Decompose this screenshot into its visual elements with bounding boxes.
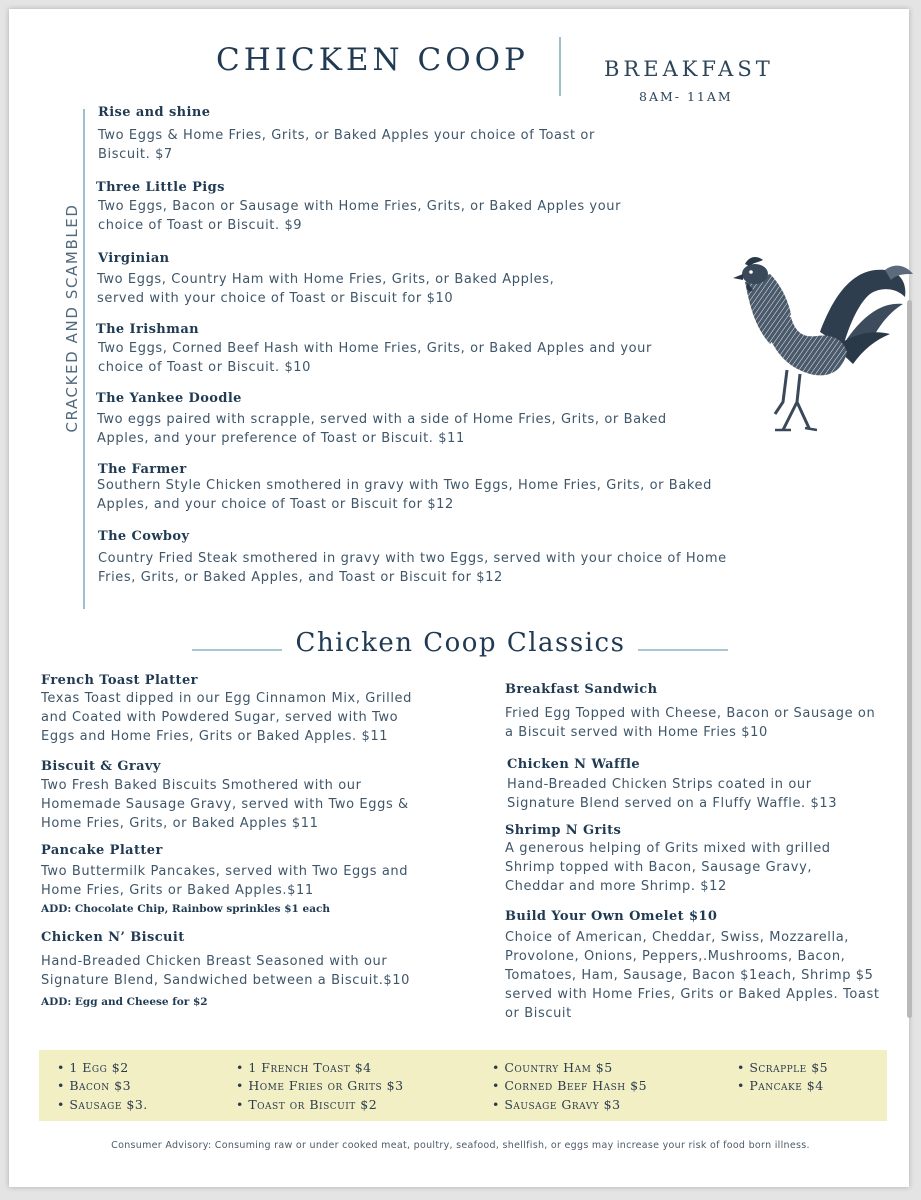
menu-item-desc: Two Eggs, Country Ham with Home Fries, Grits, or Baked Apples, served with your choice of Toast or Biscuit for $10 bbox=[97, 272, 555, 306]
menu-item-name: Virginian bbox=[98, 251, 170, 266]
menu-item-desc: Two Eggs, Bacon or Sausage with Home Fries, Grits, or Baked Apples your choice of Toast or Biscuit. $9 bbox=[98, 199, 622, 233]
add-on-note: ADD: Egg and Cheese for $2 bbox=[41, 996, 208, 1008]
side-item: • Bacon $3 bbox=[57, 1078, 132, 1093]
menu-item-name: Three Little Pigs bbox=[96, 180, 225, 195]
classic-item-desc: A generous helping of Grits mixed with grilled Shrimp topped with Bacon, Sausage Gravy, Cheddar and more Shrimp. $12 bbox=[505, 841, 831, 894]
classic-item-name: Chicken N’ Biscuit bbox=[41, 930, 185, 945]
side-item: • 1 Egg $2 bbox=[57, 1060, 129, 1075]
side-item: • Corned Beef Hash $5 bbox=[492, 1078, 648, 1093]
classic-item-desc: Two Fresh Baked Biscuits Smothered with our Homemade Sausage Gravy, served with Two Eggs & Home Fries, Grits, or Baked Apples $11 bbox=[41, 778, 409, 831]
menu-item-desc: Two eggs paired with scrapple, served with a side of Home Fries, Grits, or Baked Apples, and your preference of Toast or Biscuit. $11 bbox=[97, 412, 667, 446]
classic-item-name: Shrimp N Grits bbox=[505, 823, 622, 838]
menu-item-desc: Southern Style Chicken smothered in gravy with Two Eggs, Home Fries, Grits, or Baked Apples, and your choice of Toast or Biscuit for $12 bbox=[97, 478, 713, 512]
classic-item-name: French Toast Platter bbox=[41, 673, 198, 688]
side-item: • Home Fries or Grits $3 bbox=[236, 1078, 404, 1093]
menu-item-name: The Farmer bbox=[98, 462, 187, 477]
menu-item-desc: Two Eggs, Corned Beef Hash with Home Fries, Grits, or Baked Apples and your choice of Toast or Biscuit. $10 bbox=[98, 341, 652, 375]
side-item: • 1 French Toast $4 bbox=[236, 1060, 372, 1075]
classic-item-desc: Hand-Breaded Chicken Strips coated in our Signature Blend served on a Fluffy Waffle. $13 bbox=[507, 777, 838, 811]
classic-item-name: Chicken N Waffle bbox=[507, 757, 641, 772]
rooster-icon bbox=[725, 252, 915, 442]
menu-item-name: Rise and shine bbox=[98, 105, 211, 120]
menu-item-name: The Cowboy bbox=[98, 529, 190, 544]
header-divider bbox=[559, 37, 561, 96]
side-item: • Toast or Biscuit $2 bbox=[236, 1097, 378, 1112]
scrollbar-thumb[interactable] bbox=[907, 300, 912, 1018]
sides-panel bbox=[39, 1050, 887, 1121]
side-item: • Pancake $4 bbox=[737, 1078, 824, 1093]
classic-item-name: Pancake Platter bbox=[41, 843, 163, 858]
classics-title: Chicken Coop Classics bbox=[295, 628, 626, 658]
meal-title: BREAKFAST bbox=[604, 57, 774, 81]
menu-item-name: The Yankee Doodle bbox=[96, 391, 242, 406]
rooster-illustration bbox=[725, 252, 915, 442]
menu-page bbox=[9, 9, 909, 1187]
section-side-line bbox=[83, 109, 85, 609]
side-item: • Scrapple $5 bbox=[737, 1060, 829, 1075]
classic-item-desc: Texas Toast dipped in our Egg Cinnamon Mix, Grilled and Coated with Powdered Sugar, served with Two Eggs and Home Fries, Grits or Baked Apples. $11 bbox=[41, 691, 412, 744]
menu-item-name: The Irishman bbox=[96, 322, 199, 337]
classic-item-desc: Fried Egg Topped with Cheese, Bacon or Sausage on a Biscuit served with Home Fries $10 bbox=[505, 706, 876, 740]
meal-hours: 8AM- 11AM bbox=[639, 89, 733, 104]
classic-item-name: Biscuit & Gravy bbox=[41, 759, 161, 774]
section-side-label: CRACKED AND SCAMBLED bbox=[63, 203, 81, 433]
menu-item-desc: Country Fried Steak smothered in gravy with two Eggs, served with your choice of Home Fries, Grits, or Baked Apples, and Toast or Biscuit for $12 bbox=[98, 551, 727, 585]
menu-item-desc: Two Eggs & Home Fries, Grits, or Baked Apples your choice of Toast or Biscuit. $7 bbox=[98, 128, 595, 162]
side-item: • Sausage $3. bbox=[57, 1097, 148, 1112]
classic-item-name: Build Your Own Omelet $10 bbox=[505, 909, 718, 924]
add-on-note: ADD: Chocolate Chip, Rainbow sprinkles $1 each bbox=[41, 903, 331, 915]
classic-item-desc: Two Buttermilk Pancakes, served with Two Eggs and Home Fries, Grits or Baked Apples.$11 bbox=[41, 864, 409, 898]
classic-item-name: Breakfast Sandwich bbox=[505, 682, 658, 697]
brand-title: CHICKEN COOP bbox=[216, 42, 529, 78]
side-item: • Sausage Gravy $3 bbox=[492, 1097, 621, 1112]
classic-item-desc: Hand-Breaded Chicken Breast Seasoned with our Signature Blend, Sandwiched between a Biscuit.$10 bbox=[41, 954, 411, 988]
consumer-advisory: Consumer Advisory: Consuming raw or under cooked meat, poultry, seafood, shellfish, or eggs may increase your risk of food born illness. bbox=[111, 1140, 810, 1151]
side-item: • Country Ham $5 bbox=[492, 1060, 613, 1075]
classic-item-desc: Choice of American, Cheddar, Swiss, Mozzarella, Provolone, Onions, Peppers,.Mushrooms, Bacon, Tomatoes, Ham, Sausage, Bacon $1each, Shrimp $5 served with Home Fries, Grits or Baked Apples. Toast or Biscuit bbox=[505, 930, 880, 1021]
